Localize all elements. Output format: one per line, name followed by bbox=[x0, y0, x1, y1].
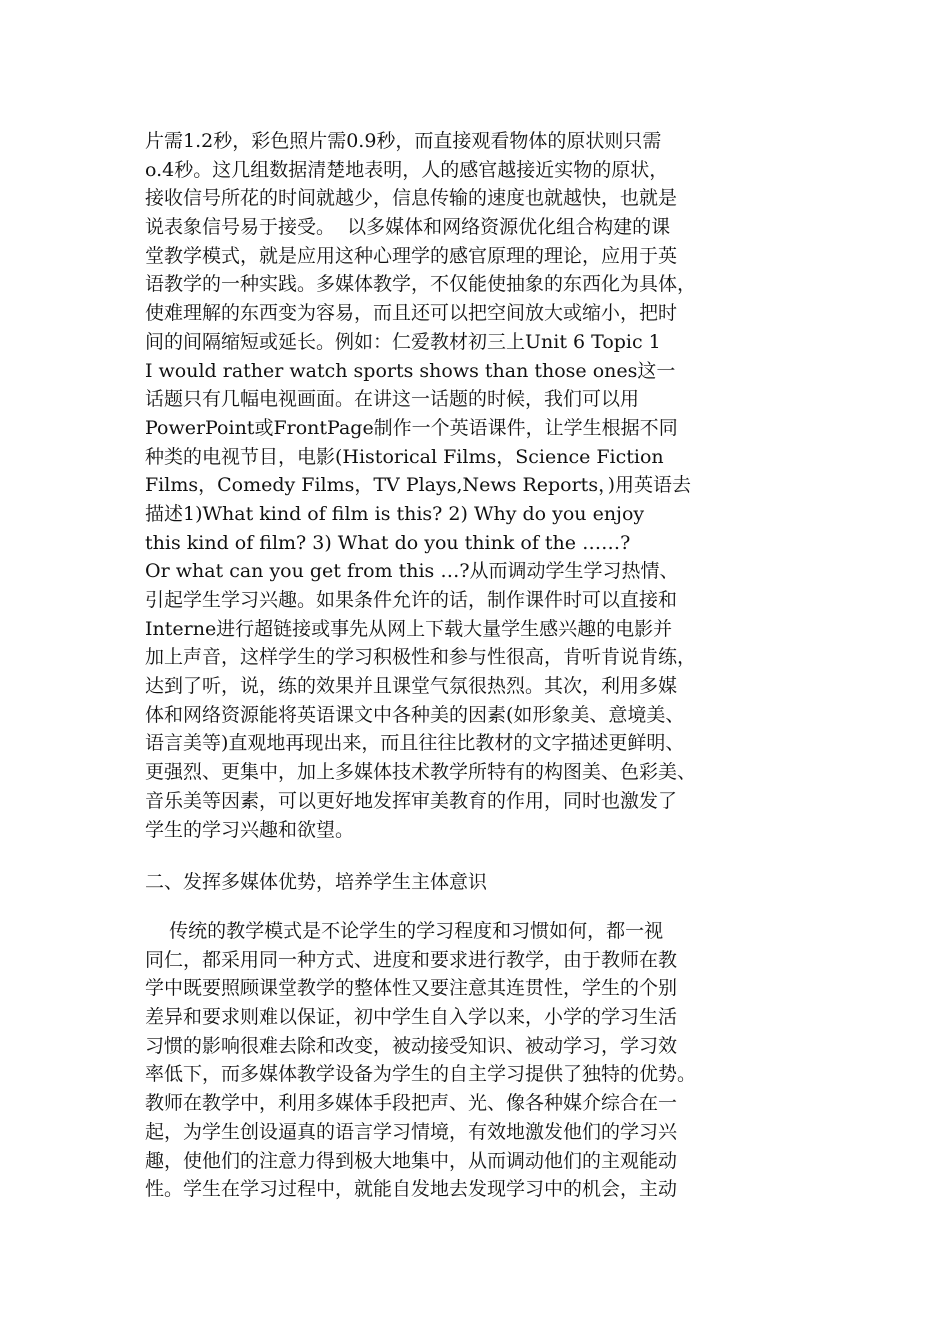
paragraph-2-line: 传统的教学模式是不论学生的学习程度和习惯如何，都一视 bbox=[145, 920, 664, 942]
paragraph-1-line: 加上声音，这样学生的学习积极性和参与性很高，肯听肯说肯练， bbox=[145, 646, 697, 669]
paragraph-1-line: 音乐美等因素，可以更好地发挥审美教育的作用，同时也激发了 bbox=[145, 789, 678, 812]
paragraph-1-line: 堂教学模式，就是应用这种心理学的感官原理的理论，应用于英 bbox=[145, 244, 678, 267]
paragraph-2-line: 趣，使他们的注意力得到极大地集中，从而调动他们的主观能动 bbox=[145, 1149, 678, 1172]
paragraph-1-line: 种类的电视节目，电影(Historical Films，Science Fiction bbox=[145, 445, 664, 468]
paragraph-1-line: Interne进行超链接或事先从网上下载大量学生感兴趣的电影并 bbox=[145, 617, 673, 640]
paragraph-1-line: Or what can you get from this …?从而调动学生学习热情、 bbox=[145, 560, 679, 583]
paragraph-1-line: 引起学生学习兴趣。如果条件允许的话，制作课件时可以直接和 bbox=[145, 589, 678, 611]
section-heading bbox=[145, 868, 810, 897]
paragraph-2 bbox=[145, 917, 810, 1204]
paragraph-1-line: 片需1.2秒，彩色照片需0.9秒，而直接观看物体的原状则只需 bbox=[145, 130, 662, 152]
paragraph-1-line: o.4秒。这几组数据清楚地表明，人的感官越接近实物的原状， bbox=[145, 158, 669, 181]
paragraph-2-line: 起，为学生创设逼真的语言学习情境，有效地激发他们的学习兴 bbox=[145, 1120, 678, 1143]
paragraph-1-line: 间的间隔缩短或延长。例如：仁爱教材初三上Unit 6 Topic 1 bbox=[145, 330, 661, 353]
paragraph-1-line: 达到了听，说，练的效果并且课堂气氛很热烈。其次，利用多媒 bbox=[145, 675, 678, 698]
paragraph-1-line: PowerPoint或FrontPage制作一个英语课件，让学生根据不同 bbox=[145, 416, 678, 439]
paragraph-1-line: 语教学的一种实践。多媒体教学，不仅能使抽象的东西化为具体， bbox=[145, 273, 697, 296]
paragraph-1-line: 体和网络资源能将英语课文中各种美的因素(如形象美、意境美、 bbox=[145, 703, 685, 726]
paragraph-2-line: 教师在教学中，利用多媒体手段把声、光、像各种媒介综合在一 bbox=[145, 1092, 678, 1115]
paragraph-2-line: 率低下，而多媒体教学设备为学生的自主学习提供了独特的优势。 bbox=[145, 1063, 697, 1086]
paragraph-2-line: 性。学生在学习过程中，就能自发地去发现学习中的机会，主动 bbox=[145, 1178, 678, 1201]
paragraph-1-line: 说表象信号易于接受。 以多媒体和网络资源优化组合构建的课 bbox=[145, 216, 671, 239]
section-heading-text: 二、发挥多媒体优势，培养学生主体意识 bbox=[145, 871, 488, 893]
paragraph-1 bbox=[145, 127, 810, 844]
paragraph-1-line: 语言美等)直观地再现出来，而且往往比教材的文字描述更鲜明、 bbox=[145, 732, 685, 755]
paragraph-2-line: 习惯的影响很难去除和改变，被动接受知识、被动学习，学习效 bbox=[145, 1034, 678, 1057]
paragraph-2-line: 差异和要求则难以保证，初中学生自入学以来，小学的学习生活 bbox=[145, 1006, 678, 1029]
paragraph-1-line: 话题只有几幅电视画面。在讲这一话题的时候，我们可以用 bbox=[145, 388, 640, 411]
paragraph-2-line: 学中既要照顾课堂教学的整体性又要注意其连贯性，学生的个别 bbox=[145, 977, 678, 1000]
paragraph-1-line: 学生的学习兴趣和欲望。 bbox=[145, 818, 355, 841]
paragraph-1-line: I would rather watch sports shows than those ones这一 bbox=[145, 359, 676, 382]
paragraph-1-line: 更强烈、更集中，加上多媒体技术教学所特有的构图美、色彩美、 bbox=[145, 761, 697, 784]
paragraph-1-line: Films，Comedy Films，TV Plays,News Reports，)用英语去 bbox=[145, 474, 691, 497]
paragraph-2-line: 同仁，都采用同一种方式、进度和要求进行教学，由于教师在教 bbox=[145, 948, 678, 971]
paragraph-1-line: this kind of film? 3) What do you think of the ……? bbox=[145, 531, 631, 554]
paragraph-1-line: 描述1)What kind of film is this? 2) Why do you enjoy bbox=[145, 502, 645, 525]
paragraph-1-line: 使难理解的东西变为容易，而且还可以把空间放大或缩小，把时 bbox=[145, 302, 678, 325]
paragraph-1-line: 接收信号所花的时间就越少，信息传输的速度也就越快，也就是 bbox=[145, 187, 678, 210]
